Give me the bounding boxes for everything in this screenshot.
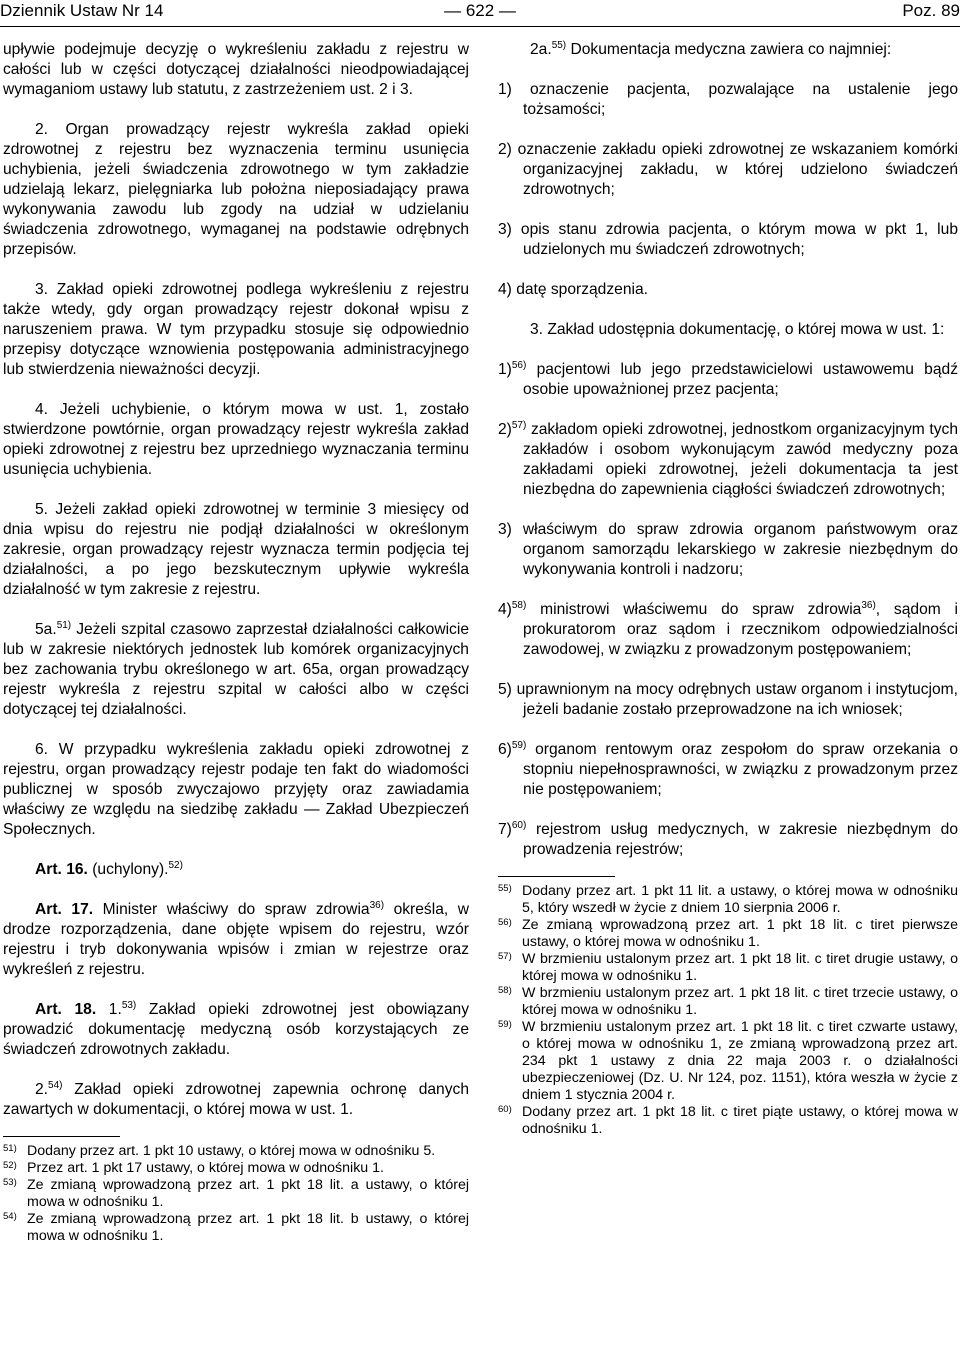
right-column xyxy=(498,40,958,1138)
footnote xyxy=(498,1104,958,1138)
footnote-number: 59) xyxy=(498,1019,512,1030)
footnote xyxy=(3,1143,469,1160)
list-item xyxy=(498,600,958,660)
list-item-label: 4) xyxy=(498,601,512,618)
header-rule xyxy=(0,26,960,27)
footnote-ref: 58) xyxy=(511,599,527,611)
article-18-num: 1. xyxy=(96,1001,122,1018)
article-17-text-cont: określa, w drodze rozporządzenia, dane objęte wpisem do rejestru, wzór rejestru i tryb dokonywania wpisów i zmian w rejestrze oraz wykreśleń z rejestru. xyxy=(3,901,469,978)
footnote xyxy=(498,917,958,951)
footnote xyxy=(3,1177,469,1211)
article-17 xyxy=(3,900,469,980)
footnote xyxy=(3,1211,469,1245)
footnote-number: 56) xyxy=(498,917,512,928)
article-18-paragraph-2 xyxy=(3,1080,469,1120)
list-item-label: 7) xyxy=(498,821,512,838)
footnote-ref: 59) xyxy=(511,739,527,751)
list-item-text: pacjentowi lub jego przedstawicielowi ustawowemu bądź osobie upoważnionej przez pacjenta; xyxy=(523,361,958,398)
paragraph-5: 5. Jeżeli zakład opieki zdrowotnej w terminie 3 miesięcy od dnia wpisu do rejestru nie podjął działalności w określonym zakresie, organ prowadzący rejestr wyznacza termin podjęcia tej działalności, a po jego bezskutecznym upływie wykreśla działalność w tym zakresie z rejestru. xyxy=(3,501,469,598)
footnote-ref: 53) xyxy=(121,999,137,1011)
list-item: 4) datę sporządzenia. xyxy=(498,281,648,298)
footnote-number: 57) xyxy=(498,951,512,962)
footnote-number: 58) xyxy=(498,985,512,996)
list-item xyxy=(498,520,958,580)
article-16 xyxy=(3,860,469,880)
footnote-text: Dodany przez art. 1 pkt 18 lit. c tiret piąte ustawy, o której mowa w odnośniku 1. xyxy=(522,1104,958,1137)
footnote-text: Ze zmianą wprowadzoną przez art. 1 pkt 18 lit. b ustawy, o której mowa w odnośniku 1. xyxy=(27,1211,469,1244)
list-item-label: 2) xyxy=(498,421,512,438)
list-item-text: organom rentowym oraz zespołom do spraw orzekania o stopniu niepełnosprawności, w związku z prowadzonym przez nie postępowaniem; xyxy=(523,741,958,798)
list-item-label: 6) xyxy=(498,741,512,758)
position-number: Poz. 89 xyxy=(902,1,960,20)
list-item-label: 5) xyxy=(498,681,512,698)
paragraph-intro: upływie podejmuje decyzję o wykreśleniu zakładu z rejestru w całości lub w części dotyczącej działalności nieodpowiadającej wymaganiom ustawy lub statutu, z zastrzeżeniem ust. 2 i 3. xyxy=(3,41,469,98)
list-item: 3) opis stanu zdrowia pacjenta, o którym mowa w pkt 1, lub udzielonych mu świadczeń zdrowotnych; xyxy=(498,221,958,258)
list-item xyxy=(498,360,958,400)
list-item xyxy=(498,820,958,860)
footnote-text: Ze zmianą wprowadzoną przez art. 1 pkt 18 lit. c tiret pierwsze ustawy, o której mowa w odnośniku 1. xyxy=(522,917,958,950)
list-item xyxy=(498,740,958,800)
footnotes-right xyxy=(498,883,958,1138)
footnote-ref: 54) xyxy=(48,1079,63,1091)
article-18-label: Art. 18. xyxy=(35,1001,97,1018)
list-item-label: 3) xyxy=(498,521,512,538)
footnote-text: Dodany przez art. 1 pkt 10 ustawy, o której mowa w odnośniku 5. xyxy=(27,1143,436,1159)
paragraph-2a-label: 2a. xyxy=(530,41,552,58)
footnote-text: W brzmieniu ustalonym przez art. 1 pkt 18 lit. c tiret drugie ustawy, o której mowa w odnośniku 1. xyxy=(522,951,958,984)
paragraph-5a-label: 5a. xyxy=(35,621,57,638)
article-16-text: (uchylony). xyxy=(87,861,169,878)
footnote-number: 51) xyxy=(3,1143,17,1154)
paragraph-2: 2. Organ prowadzący rejestr wykreśla zakład opieki zdrowotnej z rejestru bez wyznaczenia terminu usunięcia uchybienia, jeżeli świadczenia zdrowotnego w tym zakładzie udzielają lekarz, pielęgniarka lub położna nieposiadający prawa wykonywania zawodu lub zgody na udział w udzielaniu świadczenia zdrowotnego, wymaganej na podstawie odrębnych przepisów. xyxy=(3,121,469,258)
footnote xyxy=(498,883,958,917)
footnote xyxy=(498,985,958,1019)
article-18-text: Zakład opieki zdrowotnej jest obowiązany prowadzić dokumentację medyczną osób korzystających ze świadczeń zdrowotnych zakładu. xyxy=(3,1001,469,1058)
list-item-text: uprawnionym na mocy odrębnych ustaw organom i instytucjom, jeżeli badanie zostało przeprowadzone na ich wniosek; xyxy=(511,681,958,718)
footnote-number: 55) xyxy=(498,883,512,894)
paragraph-6: 6. W przypadku wykreślenia zakładu opieki zdrowotnej z rejestru, organ prowadzący rejestr podaje ten fakt do wiadomości publicznej w sposób zwyczajowo przyjęty oraz zawiadamia właściwy ze względu na siedzibę zakładu — Zakład Ubezpieczeń Społecznych. xyxy=(3,741,469,838)
article-17-text: Minister właściwy do spraw zdrowia xyxy=(93,901,370,918)
list-item-text-cont: , sądom i prokuratorom oraz sądom i rzecznikom odpowiedzialności zawodowej, w związku z prowadzonym postępowaniem; xyxy=(523,601,958,658)
footnote-text: W brzmieniu ustalonym przez art. 1 pkt 18 lit. c tiret trzecie ustawy, o której mowa w odnośniku 1. xyxy=(522,985,958,1018)
article-16-label: Art. 16. xyxy=(35,861,88,878)
footnote-number: 52) xyxy=(3,1160,17,1171)
footnote xyxy=(498,951,958,985)
paragraph-5a-text: Jeżeli szpital czasowo zaprzestał działalności całkowicie lub w zakresie niektórych jednostek lub komórek organizacyjnych bez zachowania trybu określonego w art. 65a, organ prowadzący rejestr wykreśla z rejestru szpital w całości albo w części dotyczącej tej działalności. xyxy=(3,621,469,718)
footnote-ref: 57) xyxy=(511,419,527,431)
footnote-number: 53) xyxy=(3,1177,17,1188)
article-18 xyxy=(3,1000,469,1060)
footnote-text: W brzmieniu ustalonym przez art. 1 pkt 18 lit. c tiret czwarte ustawy, o której mowa w odnośniku 1, ze zmianą wprowadzoną przez art. 234 pkt 1 ustawy z dnia 22 maja 2003 r. o działalności ubezpieczeniowej (Dz. U. Nr 124, poz. 1151), która weszła w życie z dniem 1 stycznia 2004 r. xyxy=(522,1019,958,1103)
article-17-label: Art. 17. xyxy=(35,901,94,918)
list-item xyxy=(498,680,958,720)
list-item-text: właściwym do spraw zdrowia organom państwowym oraz organom samorządu lekarskiego w zakresie niezbędnym do wykonywania kontroli i nadzoru; xyxy=(511,521,958,578)
list-item xyxy=(498,420,958,500)
left-column xyxy=(3,40,469,1245)
paragraph-text: Zakład opieki zdrowotnej zapewnia ochronę danych zawartych w dokumentacji, o której mowa w ust. 1. xyxy=(3,1081,469,1118)
paragraph-2a-text: Dokumentacja medyczna zawiera co najmniej: xyxy=(566,41,892,58)
footnotes-left xyxy=(3,1143,469,1245)
paragraph-2a xyxy=(498,40,958,60)
journal-title: Dziennik Ustaw Nr 14 xyxy=(0,1,164,20)
list-item-text: zakładom opieki zdrowotnej, jednostkom organizacyjnym tych zakładów i osobom wykonującym zawód medyczny poza zakładami opieki zdrowotnej, jeżeli dokumentacja ta jest niezbędna do zapewnienia ciągłości świadczeń zdrowotnych; xyxy=(523,421,958,498)
footnote-ref: 36) xyxy=(861,599,876,611)
footnote-rule xyxy=(498,876,615,877)
footnote xyxy=(3,1160,469,1177)
paragraph-label: 2. xyxy=(35,1081,49,1098)
footnote-text: Ze zmianą wprowadzoną przez art. 1 pkt 18 lit. a ustawy, o której mowa w odnośniku 1. xyxy=(27,1177,469,1210)
footnote xyxy=(498,1019,958,1104)
list-item: 2) oznaczenie zakładu opieki zdrowotnej ze wskazaniem komórki organizacyjnej zakładu, w której udzielono świadczeń zdrowotnych; xyxy=(498,141,958,198)
list-item-label: 1) xyxy=(498,361,512,378)
footnote-rule xyxy=(3,1136,120,1137)
footnote-ref: 52) xyxy=(168,859,183,871)
list-item-text: ministrowi właściwemu do spraw zdrowia xyxy=(526,601,862,618)
footnote-ref: 36) xyxy=(369,899,385,911)
footnote-text: Przez art. 1 pkt 17 ustawy, o której mowa w odnośniku 1. xyxy=(27,1160,384,1176)
list-item: 1) oznaczenie pacjenta, pozwalające na ustalenie jego tożsamości; xyxy=(498,81,958,118)
footnote-ref: 55) xyxy=(551,39,567,51)
list-item-text: rejestrom usług medycznych, w zakresie niezbędnym do prowadzenia rejestrów; xyxy=(523,821,958,858)
footnote-number: 60) xyxy=(498,1104,512,1115)
footnote-ref: 56) xyxy=(511,359,527,371)
paragraph-5a xyxy=(3,620,469,720)
page-header xyxy=(0,0,960,22)
footnote-ref: 60) xyxy=(511,819,527,831)
page-number: — 622 — xyxy=(444,1,516,20)
footnote-number: 54) xyxy=(3,1211,17,1222)
footnote-text: Dodany przez art. 1 pkt 11 lit. a ustawy, o której mowa w odnośniku 5, który wszedł w życie z dniem 10 sierpnia 2006 r. xyxy=(522,883,958,916)
paragraph-4: 4. Jeżeli uchybienie, o którym mowa w ust. 1, zostało stwierdzone powtórnie, organ prowadzący rejestr wykreśla zakład opieki zdrowotnej z rejestru bez uprzedniego wyznaczania terminu usunięcia uchybienia. xyxy=(3,401,469,478)
paragraph-3: 3. Zakład opieki zdrowotnej podlega wykreśleniu z rejestru także wtedy, gdy organ prowadzący rejestr dokonał wpisu z naruszeniem prawa. W tym przypadku stosuje się odpowiednio przepisy dotyczące wznowienia postępowania administracyjnego lub stwierdzenia nieważności decyzji. xyxy=(3,281,469,378)
paragraph-3-right: 3. Zakład udostępnia dokumentację, o której mowa w ust. 1: xyxy=(530,321,945,338)
footnote-ref: 51) xyxy=(56,619,72,631)
